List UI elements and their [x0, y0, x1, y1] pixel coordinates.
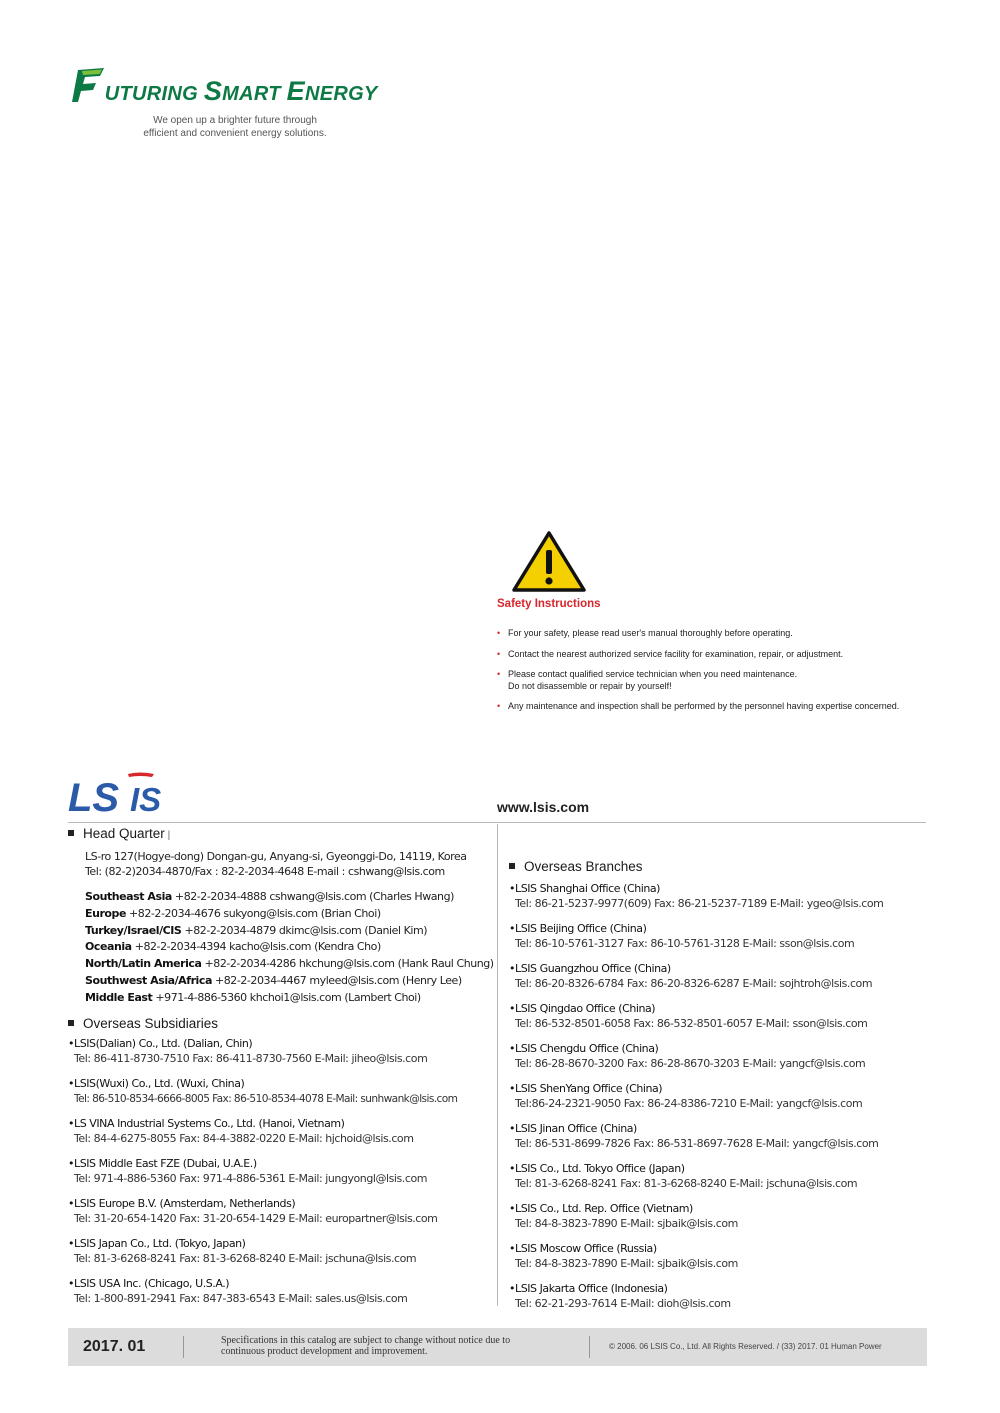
subsidiary-contact: Tel: 84-4-6275-8055 Fax: 84-4-3882-0220 E-Mail: hjchoid@lsis.com	[74, 1132, 414, 1145]
logo-text-ls: LS	[68, 776, 120, 816]
subsidiary-entry: •LSIS Middle East FZE (Dubai, U.A.E.) Tel: 971-4-886-5360 Fax: 971-4-886-5361 E-Mail: jungyongl@lsis.com	[68, 1156, 493, 1187]
branch-contact: Tel: 86-20-8326-6784 Fax: 86-20-8326-6287 E-Mail: sojhtroh@lsis.com	[515, 977, 873, 990]
overseas-subsidiaries-section	[68, 1016, 493, 1316]
safety-item: • Please contact qualified service technician when you need maintenance. Do not disassemble or repair by yourself!	[497, 669, 937, 692]
square-bullet-icon	[68, 1020, 74, 1026]
head-quarter-address	[85, 849, 488, 879]
safety-item: • Any maintenance and inspection shall be performed by the personnel having expertise concerned.	[497, 701, 937, 713]
safety-title: Safety Instructions	[497, 598, 601, 610]
subsidiary-name: LSIS Japan Co., Ltd. (Tokyo, Japan)	[74, 1237, 246, 1250]
footer-bar	[68, 1328, 927, 1366]
region-detail: +82-2-2034-4286 hkchung@lsis.com (Hank Raul Chung)	[204, 957, 494, 971]
branch-name: LSIS Jinan Office (China)	[515, 1122, 637, 1135]
region-detail: +971-4-886-5360 khchoi1@lsis.com (Lambert Choi)	[155, 990, 421, 1004]
brand-title-part3: NERGY	[304, 83, 378, 105]
brand-title	[88, 76, 378, 107]
region-name: Oceania	[85, 940, 132, 954]
branch-contact: Tel:86-24-2321-9050 Fax: 86-24-8386-7210 E-Mail: yangcf@lsis.com	[515, 1097, 863, 1110]
region-detail: +82-2-2034-4394 kacho@lsis.com (Kendra Cho)	[134, 940, 381, 954]
copyright: © 2006. 06 LSIS Co., Ltd. All Rights Reserved. / (33) 2017. 01 Human Power	[609, 1342, 882, 1351]
tagline-line-1: We open up a brighter future through	[153, 115, 317, 126]
region-detail: +82-2-2034-4676 sukyong@lsis.com (Brian Choi)	[129, 906, 381, 920]
branch-name: LSIS Guangzhou Office (China)	[515, 962, 671, 975]
brand-tagline	[130, 114, 340, 140]
subsidiaries-heading	[68, 1016, 493, 1031]
branch-name: LSIS Jakarta Office (Indonesia)	[515, 1282, 668, 1295]
subsidiary-entry: •LSIS(Dalian) Co., Ltd. (Dalian, Chin) Tel: 86-411-8730-7510 Fax: 86-411-8730-7560 E-Mail: jiheo@lsis.com	[68, 1036, 493, 1067]
branch-name: LSIS Co., Ltd. Rep. Office (Vietnam)	[515, 1202, 693, 1215]
branch-contact: Tel: 84-8-3823-7890 E-Mail: sjbaik@lsis.com	[515, 1217, 738, 1230]
spec-notice-line: Specifications in this catalog are subject to change without notice due to	[221, 1335, 511, 1346]
branches-title: Overseas Branches	[524, 859, 643, 874]
region-row	[85, 939, 488, 956]
subsidiary-name: LSIS(Dalian) Co., Ltd. (Dalian, Chin)	[74, 1037, 253, 1050]
branch-name: LSIS Co., Ltd. Tokyo Office (Japan)	[515, 1162, 685, 1175]
head-quarter-section	[68, 826, 494, 1007]
subsidiary-contact: Tel: 971-4-886-5360 Fax: 971-4-886-5361 E-Mail: jungyongl@lsis.com	[74, 1172, 427, 1185]
branch-contact: Tel: 86-21-5237-9977(609) Fax: 86-21-5237-7189 E-Mail: ygeo@lsis.com	[515, 897, 884, 910]
brand-title-part2: MART	[222, 83, 287, 105]
subsidiary-name: LSIS Europe B.V. (Amsterdam, Netherlands)	[74, 1197, 296, 1210]
subsidiary-name: LSIS Middle East FZE (Dubai, U.A.E.)	[74, 1157, 257, 1170]
subsidiary-entry: •LSIS Europe B.V. (Amsterdam, Netherlands) Tel: 31-20-654-1420 Fax: 31-20-654-1429 E-Mail: europartner@lsis.com	[68, 1196, 493, 1227]
brand-title-e: E	[286, 76, 305, 106]
branch-contact: Tel: 86-531-8699-7826 Fax: 86-531-8697-7628 E-Mail: yangcf@lsis.com	[515, 1137, 879, 1150]
subsidiary-contact: Tel: 86-510-8534-6666-8005 Fax: 86-510-8534-4078 E-Mail: sunhwank@lsis.com	[74, 1093, 458, 1105]
branch-contact: Tel: 86-28-8670-3200 Fax: 86-28-8670-3203 E-Mail: yangcf@lsis.com	[515, 1057, 866, 1070]
subsidiary-name: LSIS USA Inc. (Chicago, U.S.A.)	[74, 1277, 230, 1290]
branch-contact: Tel: 86-532-8501-6058 Fax: 86-532-8501-6057 E-Mail: sson@lsis.com	[515, 1017, 868, 1030]
head-quarter-heading: Head Quarter |	[68, 826, 488, 841]
branch-entry: •LSIS Qingdao Office (China) Tel: 86-532-8501-6058 Fax: 86-532-8501-6057 E-Mail: sson@lsis.com	[509, 1001, 929, 1032]
square-bullet-icon	[509, 863, 515, 869]
branch-name: LSIS Chengdu Office (China)	[515, 1042, 659, 1055]
subsidiary-entry: •LSIS(Wuxi) Co., Ltd. (Wuxi, China) Tel: 86-510-8534-6666-8005 Fax: 86-510-8534-4078 E-Mail: sunhwank@lsis.com	[68, 1076, 493, 1107]
branch-contact: Tel: 62-21-293-7614 E-Mail: dioh@lsis.com	[515, 1297, 731, 1310]
head-quarter-title: Head Quarter	[83, 826, 165, 841]
contact-line: Tel: (82-2)2034-4870/Fax : 82-2-2034-4648 E-mail : cshwang@lsis.com	[85, 865, 445, 878]
safety-section	[497, 530, 937, 722]
branch-entry: •LSIS Moscow Office (Russia) Tel: 84-8-3823-7890 E-Mail: sjbaik@lsis.com	[509, 1241, 929, 1272]
subsidiary-entry: •LSIS USA Inc. (Chicago, U.S.A.) Tel: 1-800-891-2941 Fax: 847-383-6543 E-Mail: sales.us@lsis.com	[68, 1276, 493, 1307]
branch-contact: Tel: 84-8-3823-7890 E-Mail: sjbaik@lsis.com	[515, 1257, 738, 1270]
branch-entry: •LSIS Co., Ltd. Rep. Office (Vietnam) Tel: 84-8-3823-7890 E-Mail: sjbaik@lsis.com	[509, 1201, 929, 1232]
subsidiary-entry: •LS VINA Industrial Systems Co., Ltd. (Hanoi, Vietnam) Tel: 84-4-6275-8055 Fax: 84-4-3882-0220 E-Mail: hjchoid@lsis.com	[68, 1116, 493, 1147]
safety-item: • For your safety, please read user's manual thoroughly before operating.	[497, 628, 937, 640]
brand-title-part1: UTURING	[104, 83, 204, 105]
branch-entry: •LSIS Beijing Office (China) Tel: 86-10-5761-3127 Fax: 86-10-5761-3128 E-Mail: sson@lsis.com	[509, 921, 929, 952]
branch-name: LSIS ShenYang Office (China)	[515, 1082, 663, 1095]
region-row	[85, 906, 488, 923]
region-row	[85, 990, 488, 1007]
region-name: Southwest Asia/Africa	[85, 973, 212, 987]
spec-notice	[221, 1336, 581, 1357]
region-name: Southeast Asia	[85, 890, 172, 903]
brand-title-s: S	[203, 76, 223, 106]
branch-name: LSIS Shanghai Office (China)	[515, 882, 660, 895]
subsidiary-contact: Tel: 86-411-8730-7510 Fax: 86-411-8730-7560 E-Mail: jiheo@lsis.com	[74, 1052, 428, 1065]
region-name: North/Latin America	[85, 957, 202, 971]
branch-name: LSIS Beijing Office (China)	[515, 922, 647, 935]
region-detail: +82-2-2034-4879 dkimc@lsis.com (Daniel Kim)	[184, 923, 428, 937]
subsidiary-name: LSIS(Wuxi) Co., Ltd. (Wuxi, China)	[74, 1077, 245, 1090]
address-line: LS-ro 127(Hogye-dong) Dongan-gu, Anyang-si, Gyeonggi-Do, 14119, Korea	[85, 850, 467, 863]
branch-entry: •LSIS ShenYang Office (China) Tel:86-24-2321-9050 Fax: 86-24-8386-7210 E-Mail: yangcf@lsis.com	[509, 1081, 929, 1112]
spec-notice-line: continuous product development and improvement.	[221, 1345, 428, 1357]
subsidiary-name: LS VINA Industrial Systems Co., Ltd. (Hanoi, Vietnam)	[74, 1117, 345, 1130]
lsis-logo	[68, 768, 188, 821]
branch-entry: •LSIS Shanghai Office (China) Tel: 86-21-5237-9977(609) Fax: 86-21-5237-7189 E-Mail: ygeo@lsis.com	[509, 881, 929, 912]
branch-entry: •LSIS Guangzhou Office (China) Tel: 86-20-8326-6784 Fax: 86-20-8326-6287 E-Mail: sojhtroh@lsis.com	[509, 961, 929, 992]
lsis-logo-mark	[68, 768, 188, 816]
divider-vertical	[497, 824, 498, 1306]
branch-contact: Tel: 81-3-6268-8241 Fax: 81-3-6268-8240 E-Mail: jschuna@lsis.com	[515, 1177, 858, 1190]
publication-date: 2017. 01	[83, 1338, 146, 1355]
region-name: Middle East	[85, 990, 153, 1004]
branch-entry: •LSIS Jinan Office (China) Tel: 86-531-8699-7826 Fax: 86-531-8697-7628 E-Mail: yangcf@lsis.com	[509, 1121, 929, 1152]
region-row	[85, 923, 488, 940]
footer-divider	[183, 1336, 184, 1358]
square-bullet-icon	[68, 830, 74, 836]
subsidiaries-title: Overseas Subsidiaries	[83, 1016, 219, 1031]
branch-entry: •LSIS Jakarta Office (Indonesia) Tel: 62-21-293-7614 E-Mail: dioh@lsis.com	[509, 1281, 929, 1312]
region-detail: +82-2-2034-4467 myleed@lsis.com (Henry Lee)	[214, 973, 462, 987]
footer-divider	[589, 1336, 590, 1358]
branch-entry: •LSIS Chengdu Office (China) Tel: 86-28-8670-3200 Fax: 86-28-8670-3203 E-Mail: yangcf@lsis.com	[509, 1041, 929, 1072]
logo-swoosh-icon	[128, 773, 154, 778]
regional-contacts	[85, 889, 494, 1007]
region-name: Europe	[85, 906, 126, 920]
region-row	[85, 956, 494, 973]
safety-list	[497, 628, 937, 713]
branches-heading	[509, 859, 929, 874]
divider-horizontal	[68, 822, 926, 823]
branch-name: LSIS Moscow Office (Russia)	[515, 1242, 657, 1255]
subsidiary-contact: Tel: 1-800-891-2941 Fax: 847-383-6543 E-Mail: sales.us@lsis.com	[74, 1292, 408, 1305]
subsidiary-contact: Tel: 31-20-654-1420 Fax: 31-20-654-1429 E-Mail: europartner@lsis.com	[74, 1212, 438, 1225]
website-link[interactable]: www.lsis.com	[497, 799, 590, 815]
logo-text-is: IS	[130, 781, 162, 816]
region-row	[85, 973, 488, 990]
branch-name: LSIS Qingdao Office (China)	[515, 1002, 656, 1015]
subsidiary-contact: Tel: 81-3-6268-8241 Fax: 81-3-6268-8240 E-Mail: jschuna@lsis.com	[74, 1252, 417, 1265]
branch-entry: •LSIS Co., Ltd. Tokyo Office (Japan) Tel: 81-3-6268-8241 Fax: 81-3-6268-8240 E-Mail: jschuna@lsis.com	[509, 1161, 929, 1192]
overseas-branches-section	[509, 859, 929, 1321]
warning-triangle-icon	[511, 530, 587, 594]
safety-item: • Contact the nearest authorized service facility for examination, repair, or adjustment.	[497, 649, 937, 661]
region-row	[85, 889, 488, 906]
region-name: Turkey/Israel/CIS	[85, 923, 182, 937]
subsidiary-entry: •LSIS Japan Co., Ltd. (Tokyo, Japan) Tel: 81-3-6268-8241 Fax: 81-3-6268-8240 E-Mail: jschuna@lsis.com	[68, 1236, 493, 1267]
region-detail: +82-2-2034-4888 cshwang@lsis.com (Charles Hwang)	[174, 890, 454, 903]
branch-contact: Tel: 86-10-5761-3127 Fax: 86-10-5761-3128 E-Mail: sson@lsis.com	[515, 937, 855, 950]
tagline-line-2: efficient and convenient energy solutions.	[143, 128, 327, 139]
